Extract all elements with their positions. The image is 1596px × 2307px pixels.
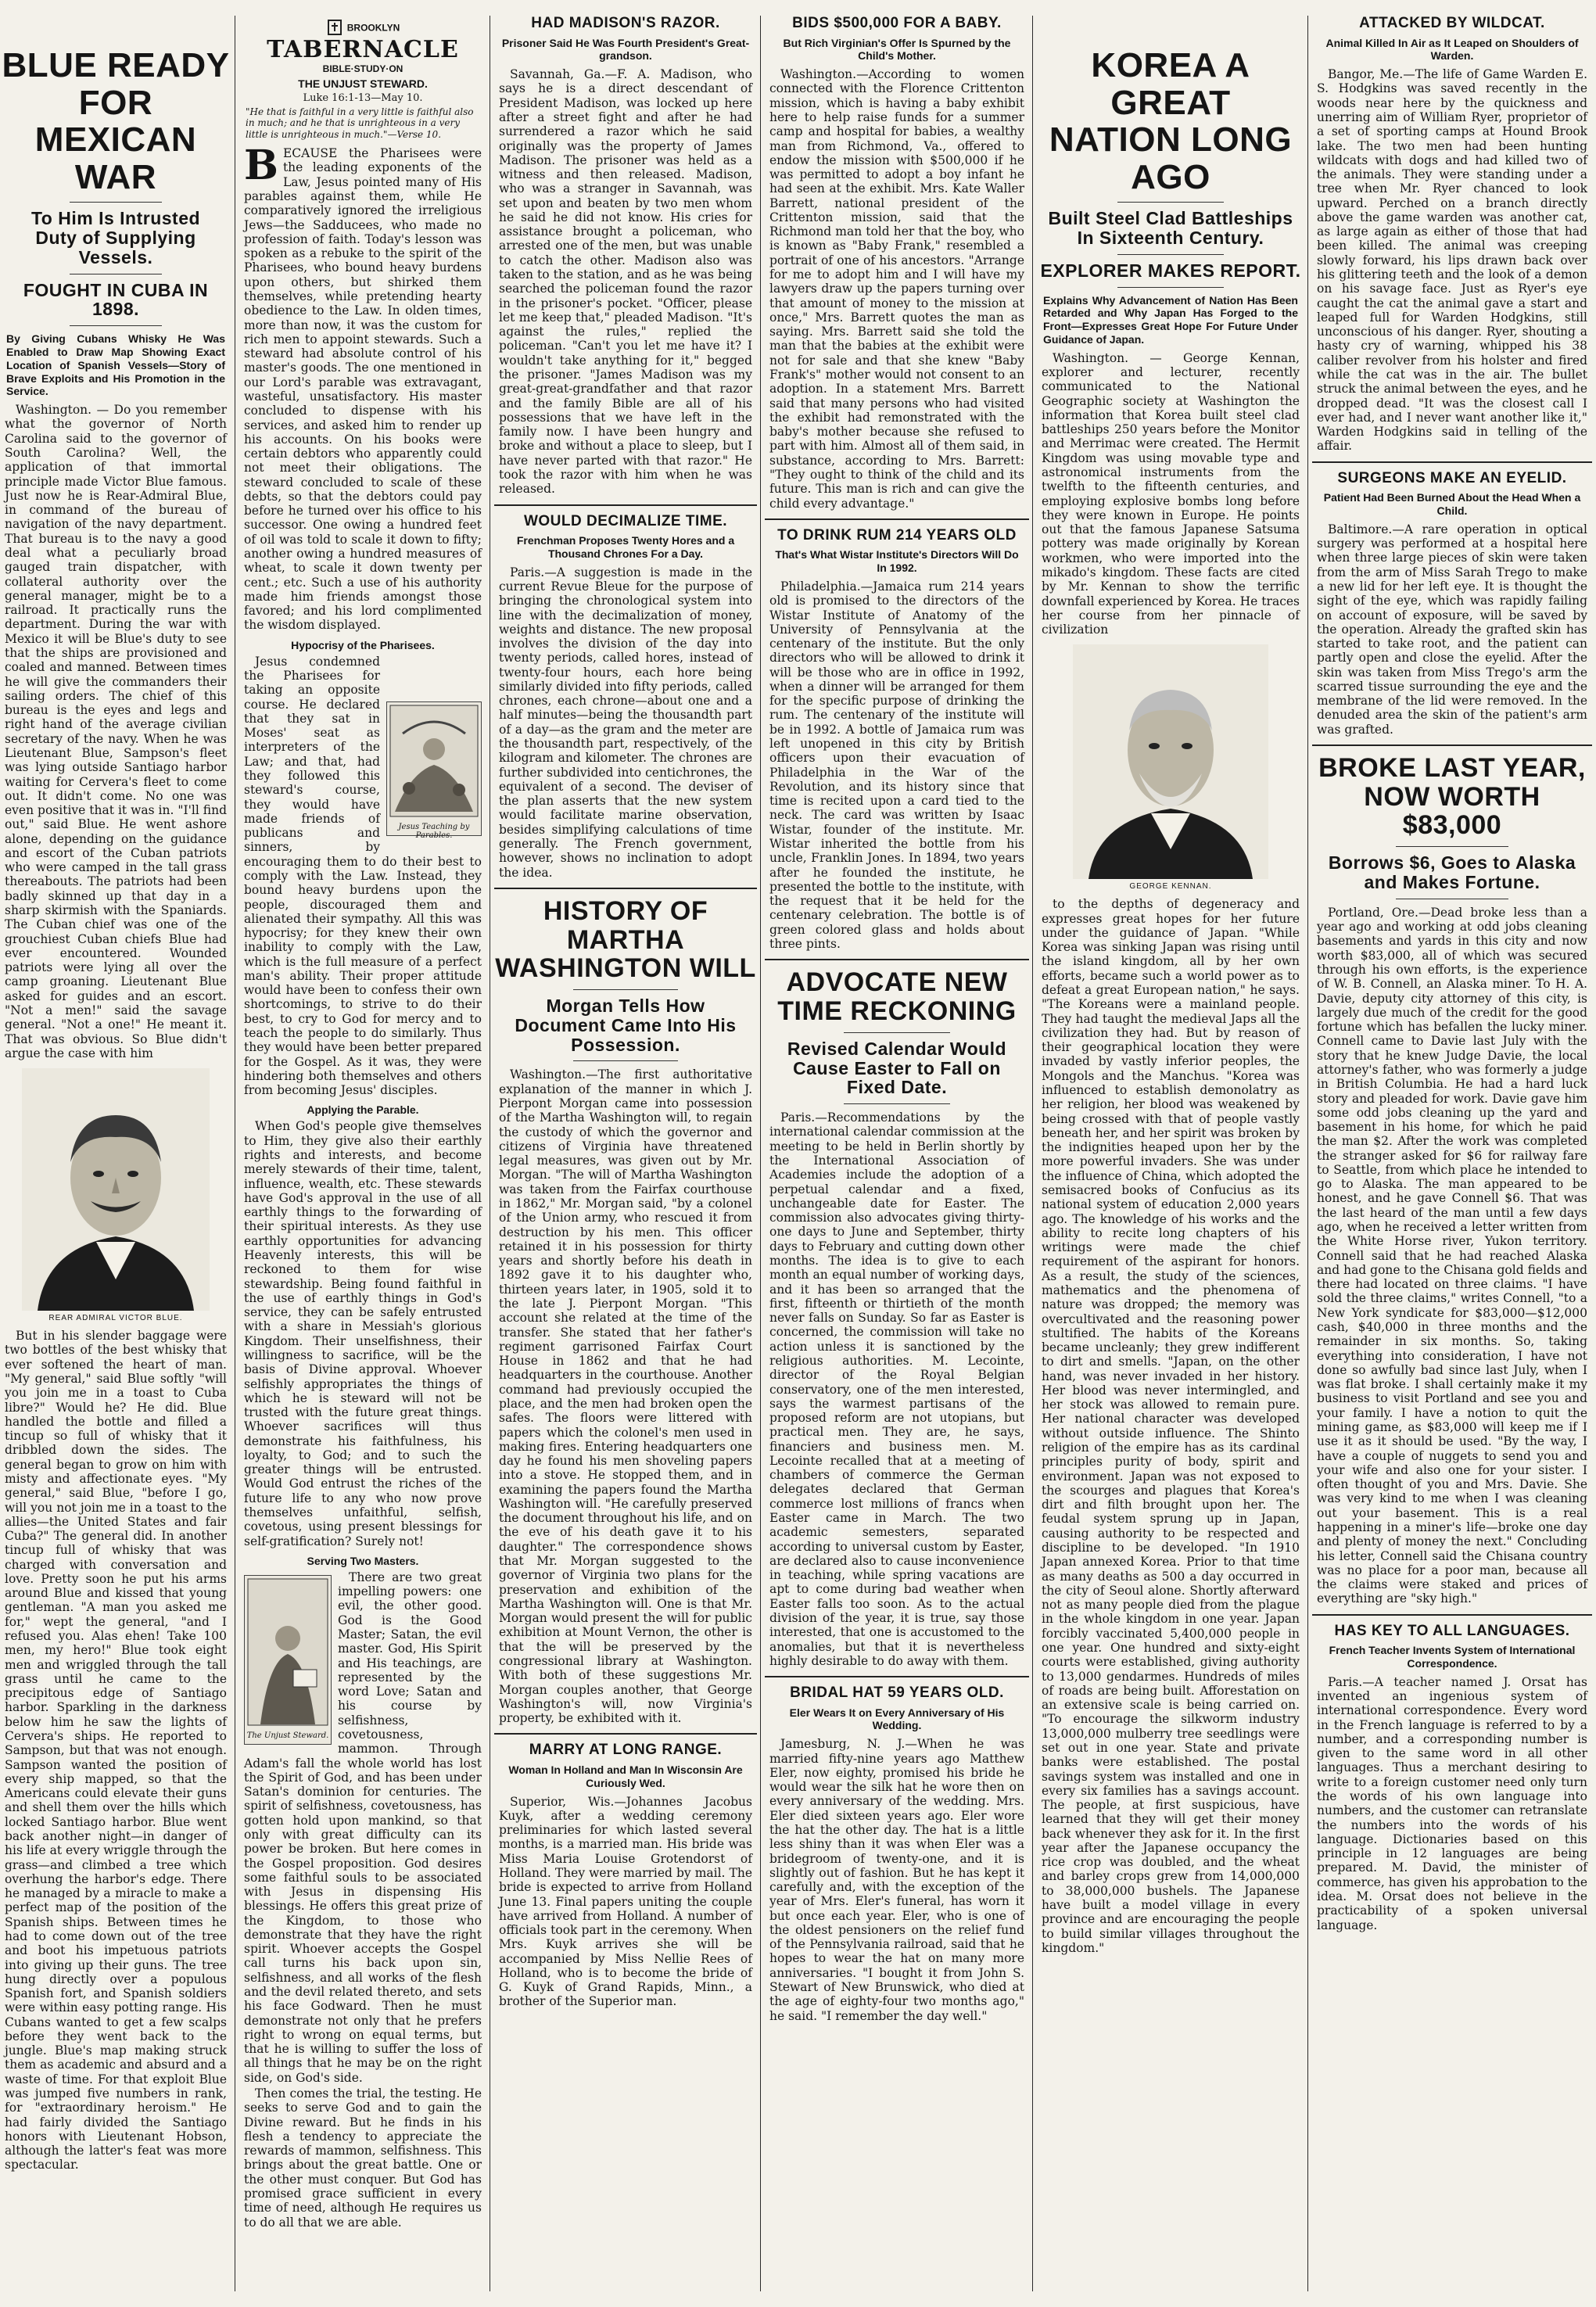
article-body: Washington. — George Kennan, explorer and lecturer, recently communicated to the National Geographic society at Washington the information that Korea built steel clad battleships 250 years before the Monitor and Merrimac were created. The Hermit Kingdom was using movable type and astronomical instruments from the twelfth to the fifteenth centuries, and employing explosive bombs long before they were known in Europe. He points out that the famous Japanese Satsuma pottery was made originally by Korean workmen, who were imported into the mikado's kingdom. These facts are cited by Mr. Kennan to show the terrific downfall experienced by Korea. He traces her course from her pinnacle of civilization bbox=[1042, 350, 1300, 637]
divider bbox=[1312, 744, 1592, 746]
article-body: Baltimore.—A rare operation in optical surgery was performed at a hospital here when three large pieces of skin were taken from the arm of Miss Sarah Trego to make a new lid for her left eye. It is thought the sight of the eye, which was rapidly failing on account of exposure, will be saved by the operation. Already the grafted skin has started to take root, and the patient can partly open and close the eyelid. After the skin was taken from Miss Trego's arm the scarred tissue surrounding the eye and the membrane of the lid were removed. In the denuded area the skin of the patient's arm was grafted. bbox=[1317, 522, 1587, 737]
article-body: Paris.—Recommendations by the international calendar commission at the meeting to be held in Berlin shortly by the International Association of Academies include the adoption of a perpetual calendar and a fixed, unchangeable date for Easter. The commission also advocates giving thirty-one days to June and September, thirty days to February and cutting down other months. The idea is to give to each month an equal number of working days, and it has been so arranged that the first, fifteenth or thirtieth of the month never falls on Sunday. So far as Easter is concerned, the commission will take no action unless it is sanctioned by the religious authorities. M. Lecointe, director of the Royal Belgian conservatory, one of the men interested, says the warmest partisans of the proposed reform are not utopians, but practical men. They are, he says, financiers and business men. M. Lecointe recalled that at a meeting of chambers of commerce the German delegates declared that German commerce lost millions of francs when Easter came in March. The two academic semesters, separated according to universal custom by Easter, are declared also to cause inconvenience in teaching, while spring vacations are apt to come during bad weather when Easter falls too soon. As to the actual division of the year, it is true, say those interested, that one is accustomed to the anomalies, but that it is nevertheless highly desirable to do away with them. bbox=[769, 1110, 1024, 1668]
divider bbox=[494, 1733, 757, 1735]
headline: MEXICAN WAR bbox=[34, 120, 197, 196]
article-body: Then comes the trial, the testing. He seeks to serve God and to gain the Divine reward. But he finds in his flesh a tendency to appreciate the rewards of mammon, selfishness. This brings about the great battle. One or the other must conquer. But God has promised grace sufficient in every time of need, although He requires us to do all that we are able. bbox=[244, 2086, 482, 2230]
article-body: Portland, Ore.—Dead broke less than a year ago and working at odd jobs cleaning basements and yards in this city and now worth $83,000, all of which was secured through his own efforts, is the experience of W. B. Connell, an Alaska miner. To H. A. Davie, deputy city attorney of this city, is largely due much of the credit for the good fortune which has befallen the lucky miner. Connell came to Davie last July with the story that he knew Judge Davie, the local attorney's father, who was formerly a judge in British Columbia. He had a hard luck story and pleaded for work. Davie gave him some odd jobs cleaning up the yard and basement in his home, for which he paid the man $2. After the work was completed the stranger asked for $6 for railway fare to Seattle, from which place he intended to go to Alaska. The man appeared to be honest, and he gave Connell $6. That was the last heard of the man until a few days ago, when he received a letter written from the White Horse river, Yukon territory. Connell said that he had reached Alaska and had gone to the Chisana gold fields and there had located on three claims. "I have sold the three claims," writes Connell, "to a New York syndicate for $83,000—$12,000 cash, $40,000 in three months and the remainder in six months. So, taking everything into consideration, I have not done so awfully bad since last July, when I was flat broke. I shall certainly make it my business to visit Portland and see you and your family. I have a notion to quit the mining game, as $83,000 will keep me if I use it as it should be used. "By the way, I have a couple of nuggets to send you and your wife and also one for your sister. I often thought of you and Mrs. Davie. She was very kind to me when I was cleaning out your basement. This is a real happening in a miner's life—broke one day and plenty of money the next." Concluding his letter, Connell said the Chisana country was no place for a poor man, because all the claims were staked and prices of everything are "sky high." bbox=[1317, 905, 1587, 1606]
deck: Patient Had Been Burned About the Head When a Child. bbox=[1323, 491, 1581, 518]
headline: ADVOCATE NEW bbox=[786, 967, 1008, 998]
headline: HISTORY OF MARTHA bbox=[543, 895, 708, 955]
deck: Prisoner Said He Was Fourth President's Great-grandson. bbox=[501, 36, 750, 63]
subhead: Hypocrisy of the Pharisees. bbox=[291, 638, 435, 651]
headline: BIDS $500,000 FOR A BABY. bbox=[792, 16, 1002, 31]
headline: ATTACKED BY WILDCAT. bbox=[1359, 16, 1545, 31]
headline: NATION LONG AGO bbox=[1049, 120, 1293, 196]
tabernacle-banner bbox=[239, 19, 486, 74]
divider bbox=[1117, 287, 1225, 288]
deck: Borrows $6, Goes to Alaska and Makes Fortune. bbox=[1328, 852, 1576, 893]
article-body: Savannah, Ga.—F. A. Madison, who says he is a direct descendant of President Madison, was locked up here after a street fight and after he had surrendered a razor which he said originally was the property of James Madison. The prisoner was held as a witness and then released. Madison, who was a stranger in Savannah, was set upon and beaten by two men whom he said he did not know. His cries for assistance brought a policeman, who arrested one of the men, but was unable to catch the other. Madison also was taken to the station, and as he was being searched the policeman found the razor in the prisoner's pocket. "Officer, please let me keep that," pleaded Madison. "It's against the rules," replied the policeman. "Can't you let me have it? I wouldn't take anything for it," begged the prisoner. "James Madison was my great-great-grandfather and that razor and the family Bible are all of his possessions that we have left in the family now. I have been hungry and broke and without a place to sleep, but I have never parted with that razor." He took the razor with him when he was released. bbox=[499, 67, 752, 497]
portrait-photo bbox=[22, 1068, 210, 1311]
headline: WOULD DECIMALIZE TIME. bbox=[523, 512, 728, 529]
article-body: Jesus condemned the Pharisees for taking an opposite course. He declared that they sat in Moses' seat as interpreters of the Law; and that, had they followed this steward's course, they would have made friends of publicans and sinners, by encouraging them to do their best to comply with the Law. Instead, they bound heavy burdens upon the people, discouraged them and alienated their sympathy. All this was hypocrisy; for they knew their own inability to comply with the Law, which is the full measure of a perfect man's ability. Their proper attitude would have been to confess their own shortcomings, to strive to do their best, to cry to God for mercy and to teach the people to do similarly. Thus they would have been better prepared for the Gospel. As it was, they were hindering both themselves and others from becoming Jesus' disciples. bbox=[244, 654, 482, 1098]
divider bbox=[1396, 846, 1508, 847]
deck: Frenchman Proposes Twenty Hores and a Thousand Chrones For a Day. bbox=[516, 534, 735, 560]
divider bbox=[1117, 202, 1225, 203]
illustration-caption: The Unjust Steward. bbox=[246, 1731, 329, 1740]
article-body: Jamesburg, N. J.—When he was married fifty-nine years ago Matthew Eler, now eighty, promised his bride he would wear the silk hat he wore then on every anniversary of the wedding. Mrs. Eler died sixteen years ago. Eler wore the hat the other day. The hat is a little less shiny than it was when Eler was a bridegroom of twenty-one, and it is slightly out of fashion. But he has kept it carefully and, with the exception of the year of Mrs. Eler's funeral, has worn it but once each year. Eler, who is one of the oldest pensioners on the relief fund of the Pennsylvania railroad, said that he hopes to wear the hat on many more anniversaries. "I bought it from John S. Stewart of New Brunswick, who died at the age of eighty-four two months ago," he said. "I remember the day well." bbox=[769, 1737, 1024, 2023]
deck: Animal Killed In Air as It Leaped on Shoulders of Warden. bbox=[1325, 36, 1579, 63]
headline: KOREA A GREAT bbox=[1091, 46, 1250, 122]
headline: BLUE READY FOR bbox=[2, 46, 230, 122]
column-four bbox=[765, 16, 1029, 2295]
divider bbox=[765, 518, 1029, 520]
deck: Revised Calendar Would Cause Easter to Fall on Fixed Date. bbox=[787, 1038, 1007, 1098]
headline: MARRY AT LONG RANGE. bbox=[529, 1742, 723, 1759]
column-rule bbox=[1032, 16, 1033, 2291]
article-body: Paris.—A suggestion is made in the current Revue Bleue for the purpose of bringing the chronological system into line with the decimalization of money, weights and distance. The new proposal involves the division of the day into twenty periods, called hores, instead of twenty-four hours, each hore being similarly divided into fifty periods, called chrones, each chrone—about one and a half minutes—being the thousandth part of a day—as the gram and the meter are the thousandth part, respectively, of the kilogram and kilometer. The chrones are further subdivided into centichrones, the equivalent of a second. The deviser of the plan asserts that the new system would facilitate marine observation, besides simplifying calculations of time generally. The French government, however, shows no inclination to adopt the idea. bbox=[499, 565, 752, 880]
article-blue-mexican-war bbox=[0, 16, 231, 2295]
subhead: Applying the Parable. bbox=[307, 1103, 419, 1117]
deck: EXPLORER MAKES REPORT. bbox=[1040, 260, 1301, 281]
photo-caption: REAR ADMIRAL VICTOR BLUE. bbox=[48, 1314, 183, 1323]
scripture-reference: Luke 16:1-13—May 10. bbox=[303, 92, 423, 104]
column-three bbox=[494, 16, 757, 2295]
illustration-caption: Jesus Teaching by Parables. bbox=[398, 822, 470, 840]
divider bbox=[1312, 461, 1592, 463]
deck: To Him Is Intrusted Duty of Supplying Vessels. bbox=[30, 208, 201, 267]
divider bbox=[70, 325, 162, 326]
article-body: Superior, Wis.—Johannes Jacobus Kuyk, after a wedding ceremony preliminaries for which lasted several months, is a married man. His bride was Miss Maria Louise Grotendorst of Holland. They were married by mail. The bride is expected to arrive from Holland June 13. Final papers uniting the couple have arrived from Holland. A number of officials took part in the ceremony. When Mrs. Kuyk arrives she will be accompanied by Miss Nellie Rees of Holland, who is to become the bride of G. Kuyk of Grand Rapids, Minn., a brother of the Superior man. bbox=[499, 1794, 752, 2009]
divider bbox=[765, 1676, 1029, 1677]
jesus-teaching-illustration bbox=[387, 702, 481, 820]
deck: Eler Wears It on Every Anniversary of His Wedding. bbox=[789, 1706, 1005, 1732]
divider bbox=[1312, 1614, 1592, 1616]
divider bbox=[494, 888, 757, 889]
article-body: Washington.—According to women connected with the Florence Crittenton mission, which is having a baby exhibit here to help raise funds for a summer camp and hospital for babies, a wealthy man from Richmond, Va., offered to endow the mission with $500,000 if he was permitted to adopt a boy infant he had seen at the exhibit. Mrs. Kate Waller Barrett, national president of the Crittenton mission, said that the Richmond man told her that the boy, who is known as "Baby Frank," resembled a portrait of one of his ancestors. "Arrange for me to adopt him and I will have my lawyers draw up the papers turning over that amount of money to the mission at once," Mrs. Barrett quotes the man as saying. Mrs. Barrett said she told the man that the babies at the exhibit were not for sale and that she knew "Baby Frank's" mother would not consent to an adoption. In a statement Mrs. Barrett said that many persons who had visited the exhibit had remonstrated with the baby's mother because she refused to part with him. Almost all of them said, in substance, according to Mrs. Barrett: "They ought to think of the child and its future. This man is rich and can give the child every advantage." bbox=[769, 67, 1024, 511]
divider bbox=[1117, 254, 1225, 255]
column-rule bbox=[760, 16, 761, 2291]
deck: But Rich Virginian's Offer Is Spurned by the Child's Mother. bbox=[783, 36, 1011, 63]
divider bbox=[844, 1103, 949, 1104]
divider bbox=[70, 202, 162, 203]
article-body: to the depths of degeneracy and expresses great hopes for her future under the guidance of Japan. "While Korea was sinking Japan was rising until the island kingdom, all by her own efforts, became such a world power as to defeat a great European nation," he says. "The Koreans were a mainland people. They had taught the medieval Japs all the civilization they had. But by reason of their geographical location they were invaded by vastly inferior peoples, the Mongols and the Manchus. "Korea was influenced to establish demonolatry as her religion, her blood was weakened by being crossed with that of people vastly beneath her, and her spirit was broken by the indignities heaped upon her by the more powerful invaders. She was under the influence of China, which adopted the semisacred books of Confucius as its national system of education 2,000 years ago. The knowledge of his works and the ability to recite long chapters of his writings were made the chief requirement of the aspirant for honors. As a result, the study of the sciences, mathematics and the phenomena of nature was dropped; the memory was overcultivated and the reasoning power stultified. The habits of the Koreans became uncleanly; they grew indifferent to dirt and smells. "Japan, on the other hand, was never invaded in her history. Her blood was never intermingled, and her stock was allowed to remain pure. Her national character was developed without outside influence. The Shinto religion of the empire has as its cardinal principles purity of body, spirit and environment. Japan was not exposed to the scourges and plagues that Korea's dirt and filth brought upon her. The feudal system sprung up in Japan, causing authority to be respected and discipline to be developed. "In 1910 Japan annexed Korea. Prior to that time as many deaths as 500 a day occurred in the city of Seoul alone. Shortly afterward not as many people died from the plague in the whole kingdom in one year. Japan forcibly vaccinated 5,400,000 people in one year. One hundred and sixty-eight courts were established, giving authority to 13,000 gendarmes. Hundreds of miles of roads are being built. Afforestation on an extensive scale is being carried on. "To encourage the silkworm industry 13,000,000 mulberry tree seedlings were set out in one year. State and private banks were established. The postal savings system was installed and one in every six families has a savings account. The people, at first suspicious, have learned that they will get their money back whenever they ask for it. In the first year after the Japanese occupancy the rice crop was doubled, and the wheat and barley crops grew from 14,000,000 to 38,000,000 bushels. The Japanese have built a model village in every province and are encouraging the people to build similar villages throughout the kingdom." bbox=[1042, 897, 1300, 1955]
column-six bbox=[1312, 16, 1592, 2295]
headline: NOW WORTH $83,000 bbox=[1364, 781, 1540, 841]
deck: Morgan Tells How Document Came Into His Possession. bbox=[515, 996, 737, 1055]
banner-title: TABERNACLE bbox=[267, 36, 459, 63]
banner-top: BROOKLYN bbox=[346, 22, 400, 34]
divider bbox=[844, 1032, 949, 1033]
divider bbox=[573, 989, 678, 990]
divider bbox=[765, 959, 1029, 960]
article-brooklyn-tabernacle bbox=[239, 16, 486, 2295]
golden-text: "He that is faithful in a very little is faithful also in much; and he that is unrighteous in a very little is unrighteous in much."—Verse 10. bbox=[246, 106, 474, 140]
summary-deck: Explains Why Advancement of Nation Has Been Retarded and Why Japan Has Forged to the Front—Expresses Great Hope For Future Under Guidance of Japan. bbox=[1043, 293, 1298, 346]
column-rule bbox=[1307, 16, 1308, 2291]
deck: That's What Wistar Institute's Directors Will Do In 1992. bbox=[775, 548, 1019, 575]
deck: French Teacher Invents System of International Correspondence. bbox=[1329, 1644, 1576, 1670]
headline: TIME RECKONING bbox=[777, 996, 1017, 1026]
headline: SURGEONS MAKE AN EYELID. bbox=[1337, 469, 1567, 486]
headline: WASHINGTON WILL bbox=[495, 953, 756, 984]
divider bbox=[573, 1060, 678, 1061]
headline: BRIDAL HAT 59 YEARS OLD. bbox=[790, 1685, 1004, 1702]
divider bbox=[494, 504, 757, 506]
article-body: Washington.—The first authoritative explanation of the manner in which J. Pierpont Morgan came into possession of the Martha Washington will, to regain the custody of which the governor and citizens of Virginia have threatened legal measures, was given out by Mr. Morgan. "The will of Martha Washington was taken from the Fairfax courthouse in 1862," Mr. Morgan said, "by a colonel of the Union army, who rescued it from destruction by his men. This officer retained it in his possession for thirty years and shortly before his death in 1892 gave it to his daughter who, thirteen years later, in 1905, sold it to the late J. Pierpont Morgan. "This account she related at the time of the transfer. She stated that her father's regiment garrisoned Fairfax Court House in 1862 and that he had headquarters in the courthouse. Another command had previously occupied the place, and the men had broken open the safes. The floors were littered with papers which the colonel's men used in making fires. Entering headquarters one day he found his men shoveling papers into a stove. He stopped them, and in examining the papers found the Martha Washington will. "He carefully preserved the document throughout his life, and on the eve of his death gave it to his daughter." The correspondence shows that Mr. Morgan suggested to the governor of Virginia two plans for the preservation and exhibition of the Martha Washington will. One is that Mr. Morgan would present the will for public exhibition at Mount Vernon, the other is that the will be preserved by the congressional library at Washington. With both of these suggestions Mr. Morgan couples another, that George Washington's will, now Virginia's property, be exhibited with it. bbox=[499, 1067, 752, 1726]
photo-caption: GEORGE KENNAN. bbox=[1129, 882, 1212, 892]
deck: Woman In Holland and Man In Wisconsin Are Curiously Wed. bbox=[508, 1763, 743, 1789]
subhead: Serving Two Masters. bbox=[307, 1554, 419, 1567]
article-body: ECAUSE the Pharisees were the leading exponents of the Law, Jesus pointed many of His parables against them, while He comparatively ignored the irreligious Jews—the Sadducees, who made no profession of faith. Today's lesson was spoken as a rebuke to the spirit of the Pharisees, who bound heavy burdens upon others, but shirked them themselves, while pretending hearty obedience to the Law. In olden times, more than now, it was the custom for rich men to appoint stewards. Such a steward had absolute control of his master's goods. The one mentioned in our Lord's parable was extravagant, wasteful, unsatisfactory. His master concluded to dispense with his services, and asked him to render up his accounts. On his books were certain debtors who apparently could not meet their obligations. The steward concluded to scale of these debts, so that the debtors could pay before he turned over his office to his successor. One owing a hundred feet of oil was told to scale it down to fifty; another owing a hundred measures of wheat, to scale it down twenty per cent.; etc. Such a use of his authority made him friends amongst those favored; and his lord complimented the wisdom displayed. bbox=[244, 146, 482, 633]
article-body: Philadelphia.—Jamaica rum 214 years old is promised to the directors of the Wistar Institute of Anatomy of the University of Pennsylvania at the centenary of the institute. But the only directors who will be allowed to drink it will be those who are in office in 1992, when a dinner will be arranged for them for the specific purpose of drinking the rum. The centenary of the institute will be in 1992. A bottle of Jamaica rum was left unopened in this city by British officers upon their evacuation of Philadelphia in the War of the Revolution, and its history since that time is recited upon a card tied to the neck. The card was written by Isaac Wistar, founder of the institute. Mr. Wistar inherited the bottle from his uncle, Franklin Jones. In 1894, two years after he founded the institute, he presented the bottle to the institute, with the request that it be held for the centenary celebration. The bottle is of green colored glass and holds about three pints. bbox=[769, 579, 1024, 951]
illustration-teaching bbox=[386, 701, 482, 840]
drop-cap: B bbox=[244, 142, 278, 190]
article-body: Paris.—A teacher named J. Orsat has invented an ingenious system of international correspondence. Every word in the French language is referred to by a number, and a corresponding number is given to the same word in all other languages. Thus a merchant desiring to write to a foreign customer need only turn the words of his own language into numbers, and the customer can retranslate the numbers into the words of his language. Dictionaries based on this principle in 12 languages are being prepared. M. David, the minister of commerce, has given his approbation to the idea. M. Orsat does not believe in the practicability of a spoken universal language. bbox=[1317, 1674, 1587, 1932]
unjust-steward-illustration bbox=[245, 1576, 331, 1728]
deck: FOUGHT IN CUBA IN 1898. bbox=[23, 279, 209, 320]
illustration-steward bbox=[244, 1575, 332, 1745]
portrait-photo bbox=[1073, 644, 1268, 879]
headline: TO DRINK RUM 214 YEARS OLD bbox=[777, 526, 1017, 544]
deck: Built Steel Clad Battleships In Sixteenth Century. bbox=[1048, 208, 1293, 248]
summary-deck: By Giving Cubans Whisky He Was Enabled to Draw Map Showing Exact Location of Spanish Vessels—Story of Brave Exploits and His Promotion in the Service. bbox=[6, 332, 225, 398]
lesson-title: THE UNJUST STEWARD. bbox=[298, 77, 428, 90]
article-body: When God's people give themselves to Him, they give also their earthly rights and interests, and become merely stewards of their time, talent, influence, wealth, etc. These stewards have God's approval in the use of all earthly things to the forwarding of their spiritual interests. As they use earthly opportunities for advancing Heavenly interests, this will be reckoned to them for wise stewardship. Being found faithful in the use of earthly things in God's service, they can be safely entrusted with a share in Messiah's glorious Kingdom. Their unselfishness, their willingness to sacrifice, will be the basis of Divine approval. Whoever selfishly appropriates the things of which he is steward will not be trusted with the future great things. Whoever sacrifices will thus demonstrate his faithfulness, his loyalty, to God; and to such the greater things will be entrusted. Would God entrust the riches of the future life to any who now prove themselves unfaithful, selfish, covetous, using present blessings for self-gratification? Surely not! bbox=[244, 1119, 482, 1548]
article-body: Bangor, Me.—The life of Game Warden E. S. Hodgkins was saved recently in the woods near here by the quickness and unerring aim of William Ryer, proprietor of a set of sporting camps at Hound Brook lake. The two men had been hunting wildcats with dogs and had killed two of the animals. They were standing under a tree when Mr. Ryer chanced to look upward. Perched on a branch directly above the game warden was another cat, as large again as either of those that had been killed. The animal was creeping slowly forward, his lips drawn back over his glittering teeth and the look of a demon on his savage face. Just as Ryer's eye caught the cat the animal gave a start and leaped full for Warden Hodgkins, still unconscious of his danger. Ryer, shouting a hasty cry of warning, whipped his 38 caliber revolver from his holster and fired while the cat was in the air. The bullet struck the animal between the eyes, and he dropped dead. "It was the closest call I ever had, and I never want another like it," Warden Hodgkins said in telling of the affair. bbox=[1317, 67, 1587, 454]
headline: HAS KEY TO ALL LANGUAGES. bbox=[1334, 1622, 1570, 1639]
article-korea bbox=[1037, 16, 1304, 2295]
article-body: But in his slender baggage were two bottles of the best whisky that ever softened the heart of man. "My general," said Blue softly "will you join me in a toast to Cuba libre?" Would he? He did. Blue handled the bottle and filled a tincup so full of whisky that it dribbled down the sides. The general began to grow on him with misty and affectionate eyes. "My general," said Blue, "before I go, will you not join me in a toast to the allies—the United States and fair Cuba?" The general did. In another tincup full of whisky that was charged with conversation and love. Pretty soon he put his arms around Blue and kissed that young gentleman. "A man you asked me for," wept the general, "and I refused you. Alas ehen! Take 100 men, my hero!" Blue took eight men and wriggled through the tall grass until he came to the precipitous edge of Santiago harbor. Sparkling in the darkness below him he saw the lights of Cervera's ships. He reported to Sampson, but that was not enough. Sampson wanted the position of every ship mapped, so that the Americans could elevate their guns and shell them over the hills which locked Santiago harbor. Blue went back another night—in danger of his life at every wriggle through the grass—and climbed a tree which overhung the harbor's edge. There he managed by a miracle to make a perfect map of the position of the Spanish ships. Between times he had to come down out of the tree and boot his impetuous patriots into giving up their guns. The tree hung directly over a populous Spanish fort, and Spanish soldiers were within easy potting range. His Cubans wanted to get a few scalps before they went back to the jungle. Blue's map making struck them as academic and absurd and a waste of time. For that exploit Blue was jumped five numbers in rank, for "extraordinary heroism." He had fairly divided the Santiago honors with Lieutenant Hobson, although the latter's feat was more spectacular. bbox=[5, 1329, 227, 2172]
bible-icon bbox=[326, 19, 343, 36]
article-body: Washington. — Do you remember what the governor of North Carolina said to the governor of South Carolina? Well, the application of that immortal principle made Victor Blue famous. Just now he is Rear-Admiral Blue, in command of the bureau of navigation of the navy department. That bureau is to the navy a good deal what a peculiarly broad gauged train dispatcher, with collateral authority over the general manager, might be to a railroad. It practically runs the department. During the war with Mexico it will be Blue's duty to see that the ships are provisioned and coaled and manned. Between times he will give the commanders their sailing orders. The chief of this bureau is the eyes and legs and right hand of the average civilian secretary of the navy. When he was Lieutenant Blue, Sampson's fleet was lying outside Santiago harbor waiting for Cervera's fleet to come out. It didn't come. No one was even positive that it was in. "I'll find out," said Blue. He went ashore alone, depending on the guidance and escort of the Cuban patriots who were camped in the tall grass thereabouts. The patriots had been badly skinned up that day in a sharp skirmish with the Spaniards. The Cuban chief was one of the grouchiest Cuban chiefs Blue had ever encountered. Wounded patriots were lying all over the camp groaning. Lieutenant Blue asked for guides and an escort. "Not a men!" said the savage general. "Not a one!" He meant it. That was obvious. So Blue didn't argue the case with him bbox=[5, 403, 227, 1060]
headline: BROKE LAST YEAR, bbox=[1318, 753, 1586, 784]
banner-sub: BIBLE·STUDY·ON bbox=[322, 63, 403, 74]
article-body: There are two great impelling powers: one evil, the other good. God is the Good Master; Satan, the evil master. God, His Spirit and His teachings, are represented by the word Love; Satan and his course by selfishness, covetousness, mammon. Through Adam's fall the whole world has lost the Spirit of God, and has been under Satan's dominion for centuries. The spirit of selfishness, covetousness, has gotten hold upon mankind, so that only with great difficulty can its power be broken. But here comes in the Gospel proposition. God desires some faithful souls to be associated with Jesus in dispensing His blessings. He offers this great prize of the Kingdom, to those who demonstrate that they have the right spirit. Whoever accepts the Gospel call turns his back upon sin, selfishness, and all works of the flesh and the devil related thereto, and sets his face Godward. Then he must demonstrate not only that he prefers right to wrong on equal terms, but that he is willing to suffer the loss of all things that he may be on the right side, on God's side. bbox=[244, 1570, 482, 2085]
headline: HAD MADISON'S RAZOR. bbox=[531, 16, 720, 31]
